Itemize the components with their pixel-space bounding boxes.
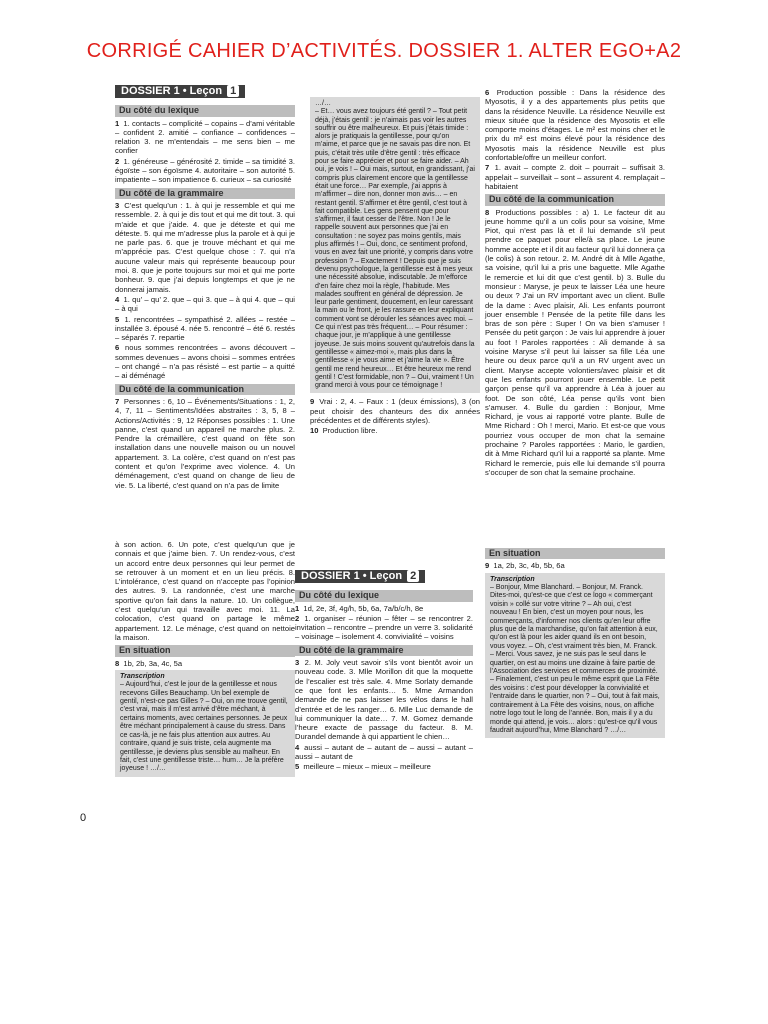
list-item: 7 1. avait – compte 2. doit – pourrait – suffisait 3. appelait – surveillait – sont – assurent 4. remplaçait – habitaient bbox=[485, 163, 665, 191]
list-item: 9 Vrai : 2, 4. – Faux : 1 (deux émissions), 3 (on peut choisir des chanteurs des dix années précédentes et de différents styles). bbox=[310, 397, 480, 425]
lesson1-column bbox=[115, 85, 295, 491]
column-2 bbox=[310, 95, 480, 437]
lesson2-column bbox=[295, 570, 473, 773]
transcript-title: Transcription bbox=[490, 575, 535, 583]
list-item: 7 Personnes : 6, 10 – Événements/Situations : 1, 2, 4, 7, 11 – Sentiments/Idées abstraites : 3, 5, 8 – Actions/Activités : 9, 12 Réponses possibles : 1. Une panne, c’est quand un appareil ne marche plus. 2. Pendre la crémaillère, c’est quand on fête son installation dans une nouvelle maison ou un nouvel appartement. 3. La colère, c’est quand on n’est pas content et qu’on l’exprime avec violence. 4. Un déménagement, c’est quand on change de lieu de vie. 5. La liberté, c’est quand on n’a pas de limite bbox=[115, 396, 295, 490]
continued-text: à son action. 6. Un pote, c’est quelqu’un que je connais et que j’aime bien. 7. Un rendez-vous, c’est un accord entre deux personnes qui leur permet de se retrouver à un moment et en un lieu précis. 8. L’intolérance, c’est quand on n’accepte pas l’opinion des autres. 9. La randonnée, c’est une marche sportive qu’on fait dans la nature. 10. Un collègue, c’est quelqu’un qui travaille avec moi. 11. La colocation, c’est quand on partage le même appartement. 12. Le ménage, c’est quand on nettoie la maison. bbox=[115, 540, 295, 642]
lexique-heading: Du côté du lexique bbox=[295, 590, 473, 601]
list-item: 3 C’est quelqu’un : 1. à qui je ressemble et qui me ressemble. 2. à qui je dis tout et qui me dit tout. 3. qui m’aide et que j’aide. 4. que je déteste et qui me déteste. 5. qui me m’adresse plus la parole et à qui je ne parle pas. 6. que je trouve méchant et qui me m’apprécie pas. C’est quelque chose : 7. qui n’a aucune valeur mais qui représente beaucoup pour moi. 8. que je porte toujours sur moi et qui me porte bonheur. 9. que j’ai depuis longtemps et que je ne donnerai jamais. bbox=[115, 200, 295, 294]
list-item: 10 Production libre. bbox=[310, 426, 378, 436]
transcript-text: – Aujourd’hui, c’est le jour de la gentillesse et nous recevons Gilles Beauchamp. Un bel exemple de gentil, n’est-ce pas Gilles ? – Oui, on me trouve gentil, c’est vrai, mais il m’est arrivé d’être méchant, à certains moments, avec certaines personnes. Je peux être méchant principalement à cause du stress. Dans ce cas-là, je ne fais plus attention aux autres. Au contraire, quand je suis triste, cela augmente ma gentillesse, je deviens plus sensible au malheur. En fait, c’est une gentillesse triste… hum… Je la préfère joyeuse ! …/… bbox=[120, 681, 288, 773]
list-item: 2 1. organiser – réunion – fêter – se rencontrer 2. invitation – rencontre – prendre un verre 3. solidarité – voisinage – isolement 4. convivialité – voisins bbox=[295, 613, 473, 642]
transcript-title: Transcription bbox=[120, 672, 165, 680]
list-item: 1 1d, 2e, 3f, 4g/h, 5b, 6a, 7a/b/c/h, 8e bbox=[295, 603, 424, 613]
lexique-heading: Du côté du lexique bbox=[115, 105, 295, 116]
situation-heading: En situation bbox=[115, 645, 295, 656]
transcript-continued-box bbox=[310, 97, 480, 393]
list-item: 8 Productions possibles : a) 1. Le facteur dit au jeune homme qu’il a un colis pour sa voisine, Mme Piot, qui n’est pas là et il lui demande s’il peut prendre ce paquet pour elle/à sa place. Le jeune homme accepte et il dit au facteur qu’il lui donnera ça (le colis) à son retour. 2. M. André dit à Mlle Agathe, sa voisine, qu’il lui a pris une baguette. Mlle Agathe le remercie et lui dit que c’est gentil. b) 3. Bulle du monsieur : Maryse, je peux te laisser Léa une heure ou deux ? J’ai un RV important avec un client. Bulle de la dame : Avec plaisir, Ali. Les enfants pourront jouer ensemble ! Pensée de la petite fille dans les bras de son père : Super ! On va bien s’amuser ! Pensée du petit garçon : Je vais lui apprendre à jouer au foot ! Paroles rapportées : Ali demande à sa voisine Maryse s’il peut lui laisser sa fille Léa une heure ou deux parce qu’il a un RV urgent avec un client. Maryse accepte volontiers/avec plaisir et dit que les enfants pourront jouer ensemble. Le petit garçon pense qu’il va apprendre à Léa à jouer au foot. De son côté, Léa pense qu’ils vont bien s’amuser. 4. Bulle du gardien : Bonjour, Mme Richard, je vous ai rapporté votre plante. Bulle de Mme Richard : Oh ! merci, Mario. Et est-ce que vous pourriez vous occuper de mon chat la semaine prochaine ? Paroles rapportées : Mario, le gardien, dit à Mme Richard qu’il lui a rapporté sa plante. Mme Richard le remercie, puis elle lui demande s’il pourra s’occuper de son chat la semaine prochaine. bbox=[485, 207, 665, 477]
list-item: 8 1b, 2b, 3a, 4c, 5a bbox=[115, 658, 183, 668]
situation-heading: En situation bbox=[485, 548, 665, 559]
list-item: 5 1. rencontrées – sympathisé 2. allées – restée – installée 3. épousé 4. née 5. rencontré – été 6. restés – séparés 7. repartie bbox=[115, 314, 295, 343]
page-title: CORRIGÉ CAHIER D’ACTIVITÉS. DOSSIER 1. ALTER EGO+A2 bbox=[86, 40, 682, 62]
column-3 bbox=[485, 88, 665, 478]
page-number: 0 bbox=[80, 812, 87, 824]
lesson1-continued bbox=[115, 540, 295, 777]
transcript-text: – Bonjour, Mme Blanchard. – Bonjour, M. Franck. Dites-moi, qu’est-ce que c’est ce logo « commerçant voisin » collé sur votre vitrine ? – Ah oui, c’est nouveau ! En bien, c’est un moyen pour nous, les commerçants, d’informer nos clients qu’en leur offre plus que de la marchandise, qu’on fait attention à eux, qu’on est là pour les aider quand ils en ont besoin, vous voyez. – Oh, c’est vraiment très bien, M. Franck. – Merci. Vous savez, je ne suis pas le seul dans le quartier, on est au moins une dizaine à faire partie de l’Association des services et commerces de proximité. – Finalement, c’est un peu le même esprit que La Fête des voisins : c’est pour développer la convivialité et l’entraide dans le quartier, non ? – Oui, tout à fait mais, contrairement à La Fête des voisins, nous, on affiche notre logo tout le long de l’année. Bon, mais il y a du monde qui attend, je vois… alors : qu’est-ce qu’il vous faudrait aujourd’hui, Mme Blanchard ? …/… bbox=[490, 584, 660, 734]
list-item: 6 nous sommes rencontrées – avons découvert – sommes devenues – avons choisi – sommes entrées – ont changé – n’a pas résisté – est partie – a quitté – ai déménagé bbox=[115, 343, 295, 381]
list-item: 9 1a, 2b, 3c, 4b, 5b, 6a bbox=[485, 561, 565, 571]
list-item: 4 aussi – autant de – autant de – aussi – autant – aussi – autant de bbox=[295, 742, 473, 762]
list-item: 6 Production possible : Dans la résidence des Myosotis, il y a des appartements plus petits que dans la résidence Neuville. La résidence Neuville est mieux située que la résidence des Myosotis et elle comporte moins d’étages. Le m² est moins cher et le prix du m² est moins élevé pour la résidence des Myosotis mais la résidence Neuville est plus confortable/offre un meilleur confort. bbox=[485, 88, 665, 163]
list-item: 5 meilleure – mieux – mieux – meilleure bbox=[295, 762, 431, 772]
transcript-lead: …/… bbox=[315, 100, 331, 107]
transcript-box bbox=[115, 670, 295, 777]
grammaire-heading: Du côté de la grammaire bbox=[115, 188, 295, 199]
list-item: 3 2. M. Joly veut savoir s’ils vont bientôt avoir un nouveau code. 3. Mlle Morillon dit que la moquette de l’escalier est très sale. 4. Mme Sorlaty demande ce que font les enfants… 5. Mme Armandon demande de ne pas laisser les vélos dans le hall d’entrée et de les ranger… 6. Mlle Luc demande de lui communiquer la date… 7. M. Gomez demande l’heure exacte de passage du facteur. 8. M. Durandel demande à qui appartient le chien… bbox=[295, 658, 473, 742]
list-item: 4 1. qu’ – qu’ 2. que – qui 3. que – à qui 4. que – qui – à qui bbox=[115, 294, 295, 314]
communication-heading: Du côté de la communication bbox=[485, 194, 665, 205]
list-item: 1 1. contacts – complicité – copains – d’ami véritable – confident 2. amitié – confiance – confidences – relation 3. ne m’entendais – me sens bien – me confier bbox=[115, 118, 295, 156]
grammaire-heading: Du côté de la grammaire bbox=[295, 645, 473, 656]
column-3-situation bbox=[485, 545, 665, 738]
lesson2-badge: DOSSIER 1 • Leçon 2 bbox=[295, 570, 425, 583]
transcript-text: – Et… vous avez toujours été gentil ? – Tout petit déjà, j’étais gentil : je n’aimais pas voir les autres souffrir ou être malheureux. Et puis j’étais timide : alors je pratiquais la gentillesse, pour qu’on m’aime, et parce que je ne savais pas dire non. Et puis, c’était très utile d’être gentil : très efficace pour se faire apprécier et pour se faire aider. – Ah oui, je vois ! – Oui mais, surtout, en grandissant, j’ai compris plus clairement encore que la gentillesse était une force… Par exemple, j’ai appris à m’affirmer – dire non, donner mon avis… – en restant gentil. S’affirmer et être gentil, c’est tout à fait compatible. Les gens pensent que pour s’affirmer, il faut cesser de l’être. Non ! Je le rappelle souvent aux personnes que j’ai en consultation : ne soyez pas moins gentils, mais plus affirmés ! – Oui, donc, ce sentiment profond, vous en avez fait une priorité, y compris dans votre profession ? – Exactement ! Depuis que je suis devenu psychologue, la gentillesse est à mes yeux une nécessité absolue, indiscutable. Je m’efforce d’en faire chez moi la règle, l’habitude. Mes malades souffrent en général de dépression. Je leur parle gentiment, doucement, en leur caressant la main ou le front, je les rassure en leur expliquant comment vont se dérouler les séances avec moi. – Ce qui n’est pas très fréquent… – Pour résumer : chaque jour, je m’applique à une gentillesse joyeuse. Je suis moins souvent qu’autrefois dans la gentillesse « aimez-moi », mais plus dans la gentillesse « je vous aime et j’aime la vie ». Être gentil me rend heureux… Et être heureux me rend gentil ! C’est formidable, non ? – Oui, vraiment ! Un grand merci à vous pour ce témoignage ! bbox=[315, 108, 475, 390]
communication-heading: Du côté de la communication bbox=[115, 384, 295, 395]
transcript-box bbox=[485, 573, 665, 739]
lesson1-badge: DOSSIER 1 • Leçon 1 bbox=[115, 85, 245, 98]
list-item: 2 1. généreuse – générosité 2. timide – sa timidité 3. égoïste – son égoïsme 4. autoritaire – son autorité 5. impatiente – son impatience 6. curieux – sa curiosité bbox=[115, 156, 295, 185]
